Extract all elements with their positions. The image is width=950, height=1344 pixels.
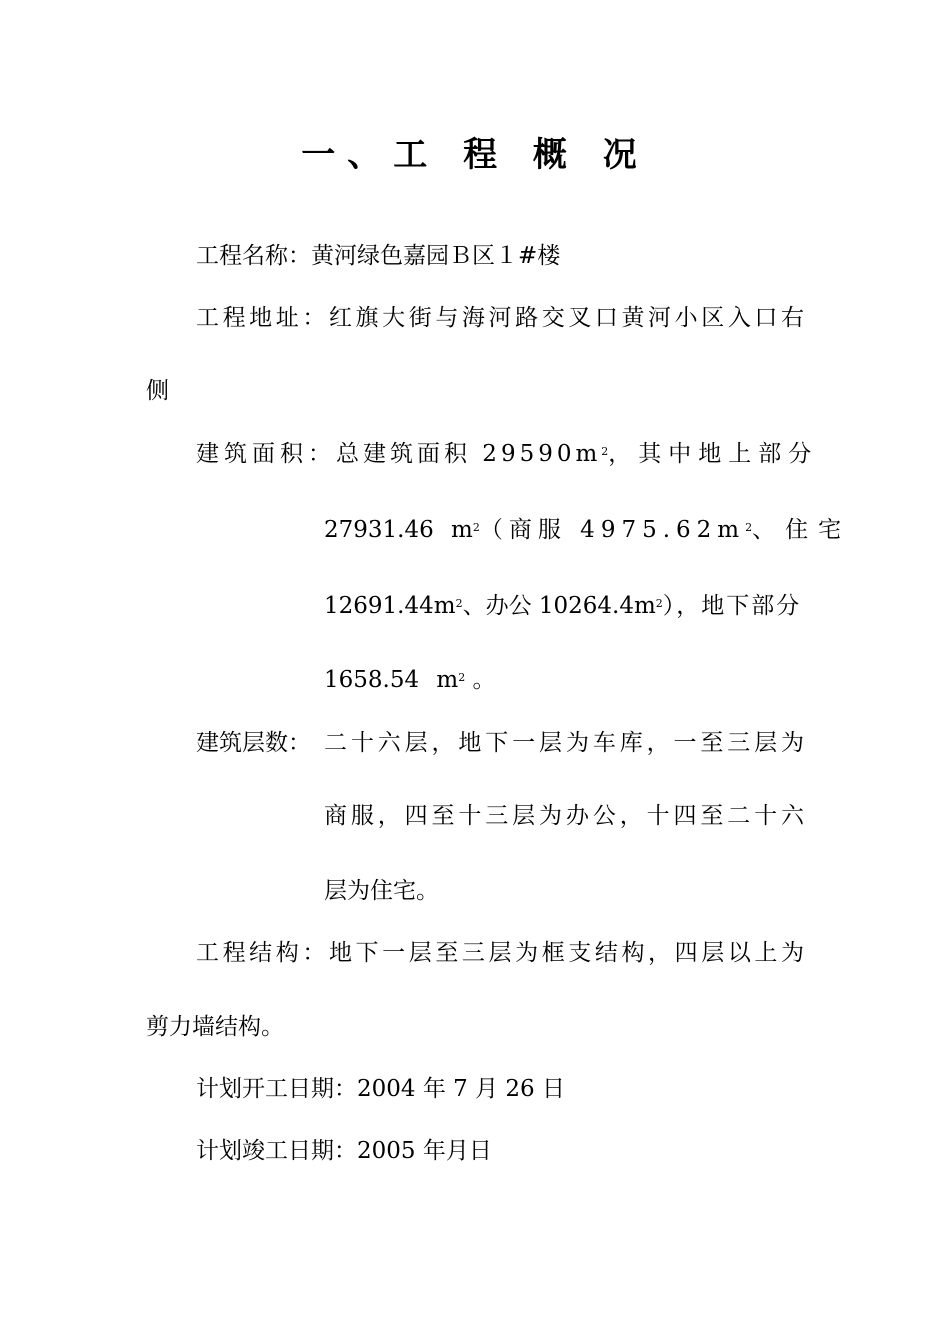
building-area-total-tail: ，其中地上部分 <box>608 441 819 467</box>
planned-finish-line <box>196 1135 492 1167</box>
area-underground: 1658.54 m <box>324 667 459 693</box>
structure-label: 工程结构： <box>196 940 329 966</box>
area-commercial: （商服 4975.62m <box>479 517 746 543</box>
area-underground-end: 。 <box>465 667 496 693</box>
sup-2: 2 <box>455 597 463 610</box>
project-name-line <box>196 240 560 272</box>
sup-2: 2 <box>655 597 663 610</box>
floors-value-line2: 商服，四至十三层为办公，十四至二十六 <box>324 803 804 829</box>
planned-finish-value: 2005 年月日 <box>357 1138 492 1164</box>
area-residential: 12691.44m <box>324 593 456 619</box>
project-address-value: 红旗大街与海河路交叉口黄河小区入口右 <box>328 305 805 331</box>
structure-line <box>196 937 804 969</box>
sup-2: 2 <box>745 521 753 534</box>
area-above-ground: 27931.46 m <box>324 517 473 543</box>
floors-value-line3: 层为住宅。 <box>324 878 439 904</box>
area-office: 、办公 10264.4m <box>462 593 656 619</box>
planned-finish-label: 计划竣工日期： <box>196 1138 357 1164</box>
planned-start-line <box>196 1073 565 1105</box>
building-area-line2 <box>324 514 852 546</box>
sup-2: 2 <box>458 671 466 684</box>
building-area-line <box>196 438 819 470</box>
floors-line <box>196 727 311 759</box>
floors-label: 建筑层数： <box>196 730 311 756</box>
project-name-value: 黄河绿色嘉园Ｂ区１#楼 <box>311 243 561 269</box>
building-area-line4 <box>324 664 804 696</box>
area-residential-label: 、住宅 <box>752 517 852 543</box>
building-area-total: 总建筑面积 29590m <box>336 441 602 467</box>
project-address-label: 工程地址： <box>196 305 329 331</box>
sup-2: 2 <box>601 445 609 458</box>
planned-start-value: 2004 年 7 月 26 日 <box>357 1076 565 1102</box>
building-area-label: 建筑面积： <box>196 441 336 467</box>
building-area-line3 <box>324 590 804 622</box>
planned-start-label: 计划开工日期： <box>196 1076 357 1102</box>
project-address-continuation: 侧 <box>146 378 169 404</box>
structure-continuation: 剪力墙结构。 <box>146 1014 284 1040</box>
sup-2: 2 <box>472 521 480 534</box>
document-title: 一、工 程 概 况 <box>301 135 649 175</box>
area-underground-label: ），地下部分 <box>662 593 802 619</box>
floors-value-line1: 二十六层，地下一层为车库，一至三层为 <box>324 730 804 756</box>
project-name-label: 工程名称： <box>196 243 311 269</box>
structure-value: 地下一层至三层为框支结构，四层以上为 <box>328 940 805 966</box>
project-address-line <box>196 302 804 334</box>
